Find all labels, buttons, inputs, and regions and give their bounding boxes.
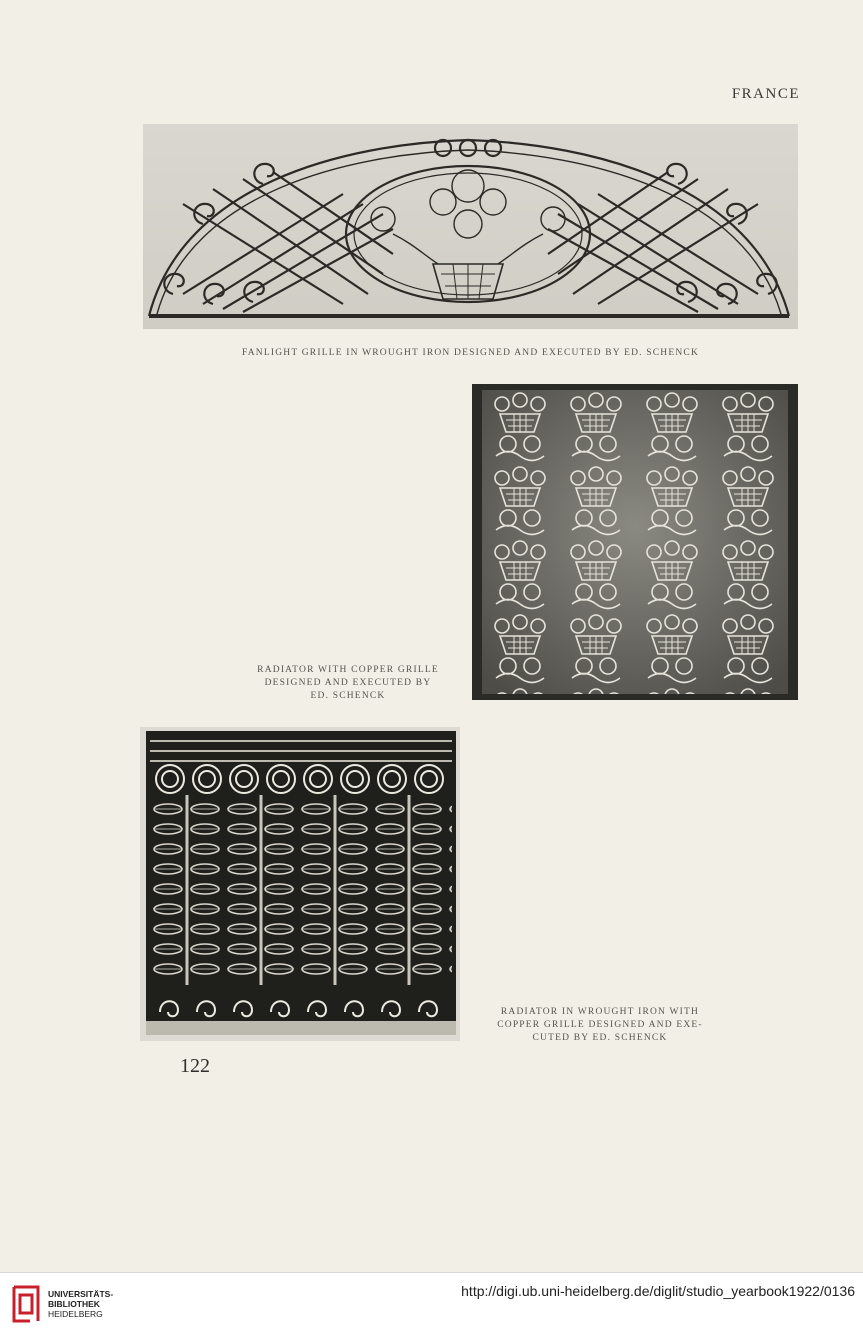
page-number: 122 [180, 1055, 210, 1077]
running-head: FRANCE [731, 86, 800, 102]
library-logo-icon [10, 1281, 42, 1327]
caption-line: COPPER GRILLE DESIGNED AND EXE- [497, 1020, 703, 1030]
source-url-link[interactable]: http://digi.ub.uni-heidelberg.de/diglit/studio_yearbook1922/0136 [461, 1283, 855, 1299]
logo-line: HEIDELBERG [48, 1309, 103, 1319]
copper-radiator-caption [248, 664, 448, 703]
caption-line: ED. SCHENCK [310, 691, 386, 701]
caption-line: DESIGNED AND EXECUTED BY [264, 678, 432, 688]
logo-line: BIBLIOTHEK [48, 1299, 100, 1309]
caption-line: RADIATOR WITH COPPER GRILLE [257, 665, 439, 675]
logo-line: UNIVERSITÄTS- [48, 1289, 114, 1299]
fanlight-caption: FANLIGHT GRILLE IN WROUGHT IRON DESIGNED AND EXECUTED BY ED. SCHENCK [241, 348, 700, 358]
footer-bar [0, 1272, 863, 1335]
iron-radiator-photo [140, 727, 460, 1041]
caption-line: CUTED BY ED. SCHENCK [532, 1033, 668, 1043]
copper-radiator-photo [472, 384, 798, 700]
fanlight-grille-photo [143, 124, 798, 329]
library-logo-text [48, 1289, 113, 1319]
caption-line: RADIATOR IN WROUGHT IRON WITH [500, 1007, 700, 1017]
iron-radiator-caption [490, 1006, 710, 1045]
